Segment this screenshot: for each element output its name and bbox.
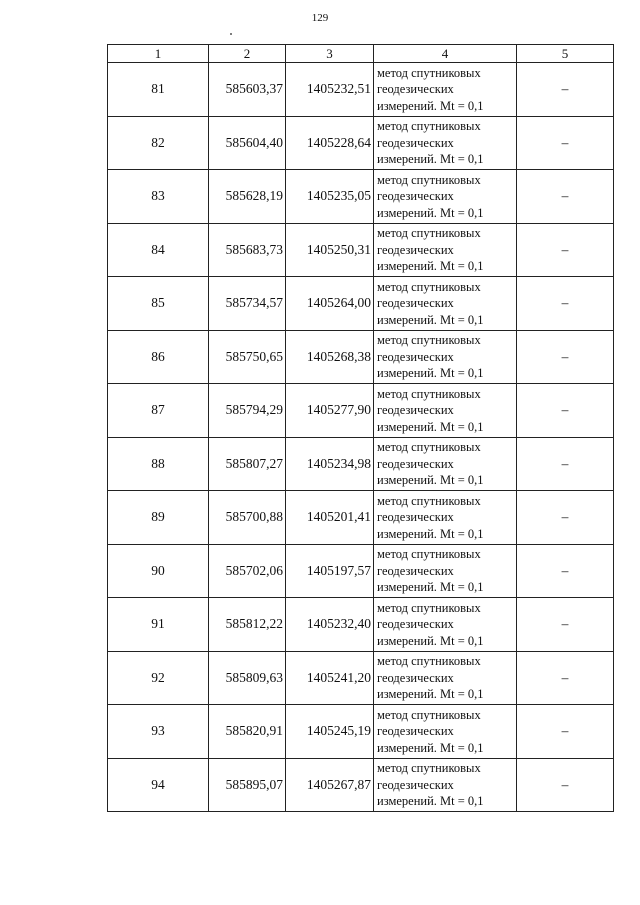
coordinate-y: 1405250,31 — [286, 223, 374, 277]
table-row — [108, 223, 614, 277]
table-row — [108, 491, 614, 545]
table-header-row — [108, 45, 614, 63]
point-number: 91 — [108, 598, 209, 652]
coordinate-y: 1405245,19 — [286, 705, 374, 759]
table-row — [108, 384, 614, 438]
method-description: метод спутниковых геодезических измерений. Mt = 0,1 — [374, 277, 517, 331]
coordinate-x: 585603,37 — [209, 63, 286, 117]
table-row — [108, 598, 614, 652]
method-description: метод спутниковых геодезических измерений. Mt = 0,1 — [374, 437, 517, 491]
header-col-1: 1 — [108, 45, 209, 63]
header-col-5: 5 — [517, 45, 614, 63]
coordinate-x: 585604,40 — [209, 116, 286, 170]
coordinate-x: 585794,29 — [209, 384, 286, 438]
header-col-2: 2 — [209, 45, 286, 63]
point-number: 82 — [108, 116, 209, 170]
method-description: метод спутниковых геодезических измерений. Mt = 0,1 — [374, 651, 517, 705]
point-number: 93 — [108, 705, 209, 759]
coordinate-x: 585895,07 — [209, 758, 286, 812]
note-dash: – — [517, 116, 614, 170]
point-number: 90 — [108, 544, 209, 598]
method-description: метод спутниковых геодезических измерений. Mt = 0,1 — [374, 758, 517, 812]
method-description: метод спутниковых геодезических измерений. Mt = 0,1 — [374, 491, 517, 545]
method-description: метод спутниковых геодезических измерений. Mt = 0,1 — [374, 116, 517, 170]
table-row — [108, 651, 614, 705]
table-row — [108, 705, 614, 759]
note-dash: – — [517, 63, 614, 117]
point-number: 83 — [108, 170, 209, 224]
coordinate-x: 585734,57 — [209, 277, 286, 331]
note-dash: – — [517, 330, 614, 384]
note-dash: – — [517, 491, 614, 545]
point-number: 89 — [108, 491, 209, 545]
coordinate-y: 1405197,57 — [286, 544, 374, 598]
table-row — [108, 758, 614, 812]
note-dash: – — [517, 223, 614, 277]
coordinate-y: 1405277,90 — [286, 384, 374, 438]
coordinate-x: 585807,27 — [209, 437, 286, 491]
coordinate-x: 585820,91 — [209, 705, 286, 759]
table-row — [108, 544, 614, 598]
note-dash: – — [517, 758, 614, 812]
note-dash: – — [517, 277, 614, 331]
note-dash: – — [517, 544, 614, 598]
method-description: метод спутниковых геодезических измерений. Mt = 0,1 — [374, 544, 517, 598]
table-row — [108, 437, 614, 491]
coordinate-y: 1405264,00 — [286, 277, 374, 331]
coordinate-y: 1405228,64 — [286, 116, 374, 170]
coordinate-y: 1405232,40 — [286, 598, 374, 652]
note-dash: – — [517, 651, 614, 705]
header-col-4: 4 — [374, 45, 517, 63]
coordinates-table — [107, 44, 614, 812]
table-row — [108, 63, 614, 117]
method-description: метод спутниковых геодезических измерений. Mt = 0,1 — [374, 223, 517, 277]
coordinate-x: 585702,06 — [209, 544, 286, 598]
method-description: метод спутниковых геодезических измерений. Mt = 0,1 — [374, 63, 517, 117]
table-row — [108, 330, 614, 384]
method-description: метод спутниковых геодезических измерений. Mt = 0,1 — [374, 170, 517, 224]
note-dash: – — [517, 384, 614, 438]
point-number: 86 — [108, 330, 209, 384]
coordinate-x: 585700,88 — [209, 491, 286, 545]
page-number: 129 — [311, 12, 329, 24]
header-col-3: 3 — [286, 45, 374, 63]
point-number: 87 — [108, 384, 209, 438]
method-description: метод спутниковых геодезических измерений. Mt = 0,1 — [374, 598, 517, 652]
note-dash: – — [517, 437, 614, 491]
point-number: 88 — [108, 437, 209, 491]
point-number: 81 — [108, 63, 209, 117]
coordinate-x: 585812,22 — [209, 598, 286, 652]
coordinate-y: 1405241,20 — [286, 651, 374, 705]
table-row — [108, 170, 614, 224]
coordinate-x: 585628,19 — [209, 170, 286, 224]
coordinate-y: 1405232,51 — [286, 63, 374, 117]
note-dash: – — [517, 705, 614, 759]
point-number: 84 — [108, 223, 209, 277]
coordinate-y: 1405235,05 — [286, 170, 374, 224]
method-description: метод спутниковых геодезических измерений. Mt = 0,1 — [374, 384, 517, 438]
method-description: метод спутниковых геодезических измерений. Mt = 0,1 — [374, 330, 517, 384]
table-row — [108, 116, 614, 170]
point-number: 94 — [108, 758, 209, 812]
table-row — [108, 277, 614, 331]
coordinate-y: 1405268,38 — [286, 330, 374, 384]
coordinate-y: 1405201,41 — [286, 491, 374, 545]
coordinate-y: 1405234,98 — [286, 437, 374, 491]
coordinate-x: 585750,65 — [209, 330, 286, 384]
coordinate-x: 585809,63 — [209, 651, 286, 705]
method-description: метод спутниковых геодезических измерений. Mt = 0,1 — [374, 705, 517, 759]
coordinate-x: 585683,73 — [209, 223, 286, 277]
note-dash: – — [517, 598, 614, 652]
point-number: 92 — [108, 651, 209, 705]
point-number: 85 — [108, 277, 209, 331]
scan-speck — [230, 33, 232, 35]
coordinate-y: 1405267,87 — [286, 758, 374, 812]
note-dash: – — [517, 170, 614, 224]
